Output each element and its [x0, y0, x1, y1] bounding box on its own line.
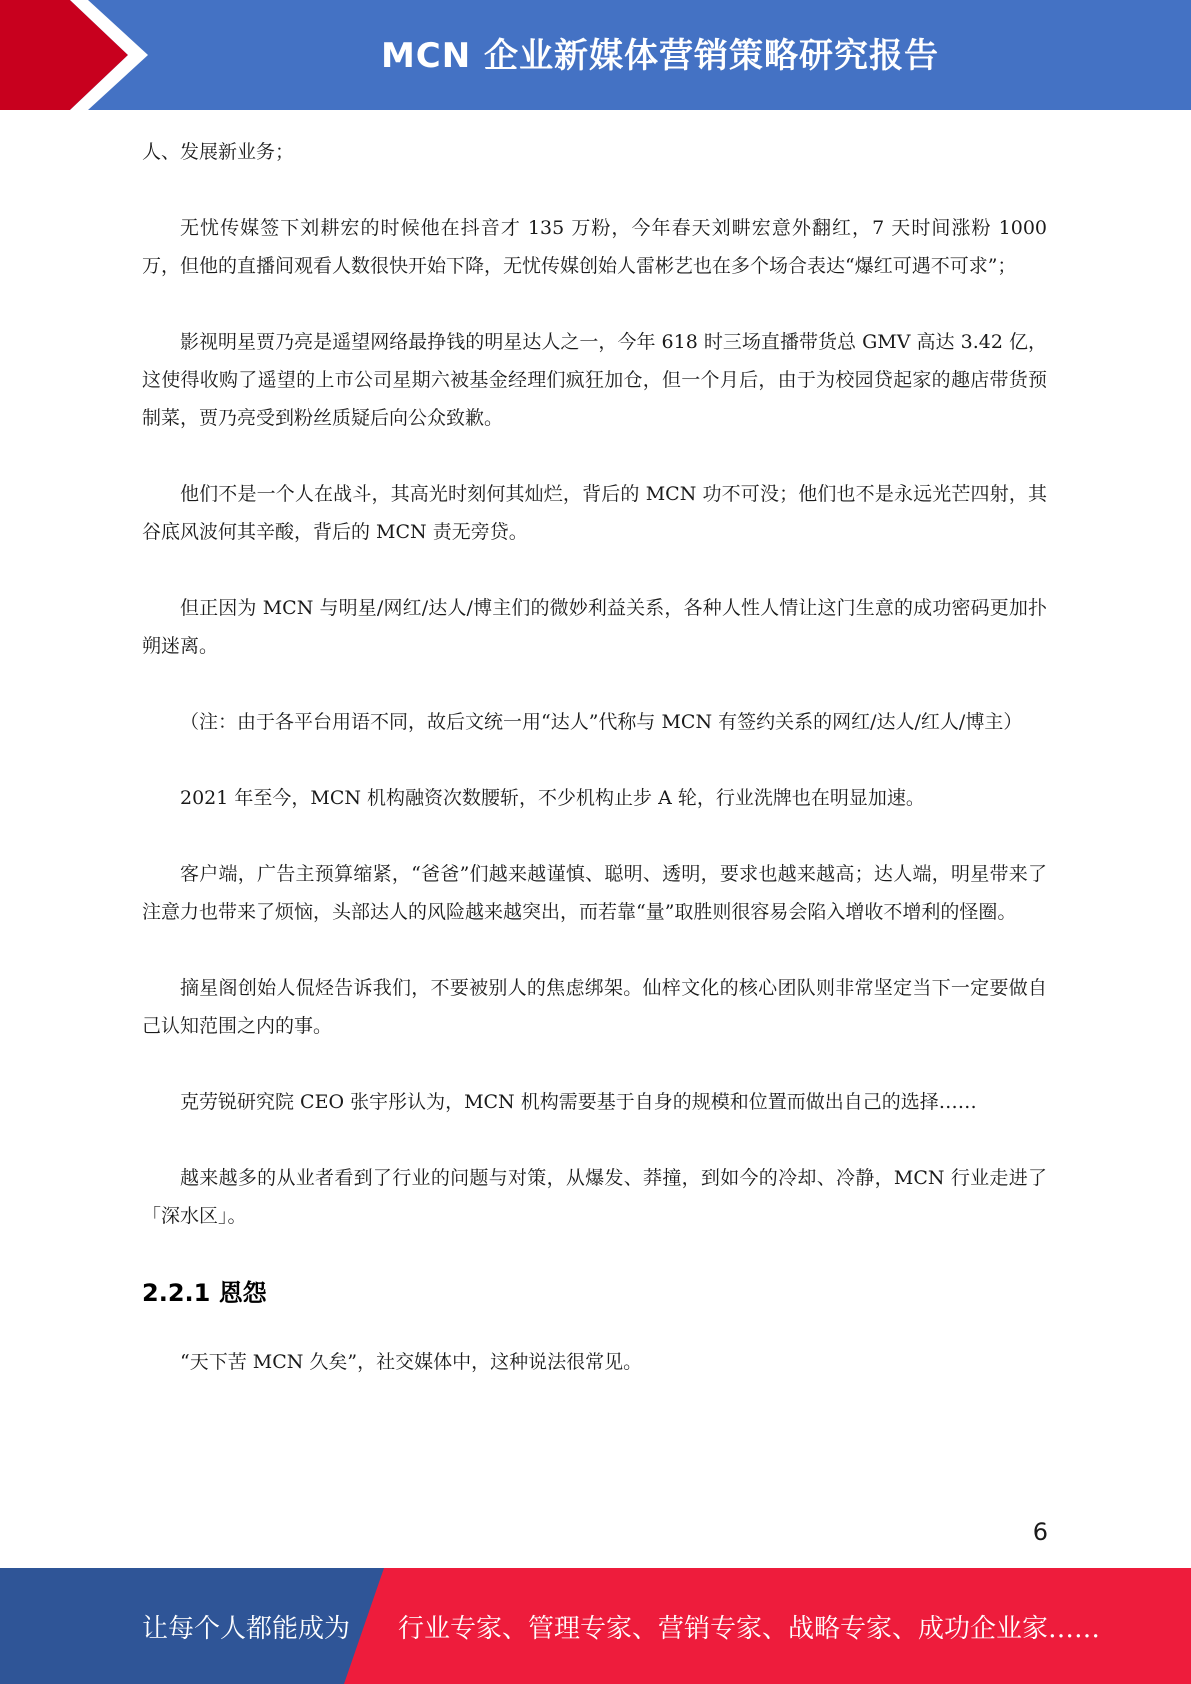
- page-number: 6: [1032, 1518, 1048, 1546]
- paragraph: 客户端，广告主预算缩紧，“爸爸”们越来越谨慎、聪明、透明，要求也越来越高；达人端，明星带来了注意力也带来了烦恼，头部达人的风险越来越突出，而若靠“量”取胜则很容易会陷入增收不增利的怪圈。: [142, 863, 1047, 923]
- header-banner: [0, 0, 1191, 110]
- report-title: MCN 企业新媒体营销策略研究报告: [380, 36, 940, 76]
- paragraph: 克劳锐研究院 CEO 张宇彤认为，MCN 机构需要基于自身的规模和位置而做出自己的选择……: [180, 1091, 977, 1113]
- footer-slogan-right: 行业专家、管理专家、营销专家、战略专家、成功企业家……: [398, 1614, 1101, 1644]
- section-heading: 2.2.1 恩怨: [142, 1279, 267, 1307]
- paragraph: 摘星阁创始人侃烃告诉我们，不要被别人的焦虑绑架。仙梓文化的核心团队则非常坚定当下一定要做自己认知范围之内的事。: [142, 977, 1047, 1037]
- paragraph: 越来越多的从业者看到了行业的问题与对策，从爆发、莽撞，到如今的冷却、冷静，MCN 行业走进了「深水区」。: [142, 1167, 1047, 1227]
- paragraph: 他们不是一个人在战斗，其高光时刻何其灿烂，背后的 MCN 功不可没；他们也不是永远光芒四射，其谷底风波何其辛酸，背后的 MCN 责无旁贷。: [142, 483, 1047, 543]
- paragraph-note: （注：由于各平台用语不同，故后文统一用“达人”代称与 MCN 有签约关系的网红/达人/红人/博主）: [180, 711, 1023, 733]
- paragraph: 无忧传媒签下刘耕宏的时候他在抖音才 135 万粉，今年春天刘畊宏意外翻红，7 天时间涨粉 1000 万，但他的直播间观看人数很快开始下降，无忧传媒创始人雷彬艺也在多个场合表达“爆红可遇不可求”；: [142, 217, 1047, 277]
- paragraph: 但正因为 MCN 与明星/网红/达人/博主们的微妙利益关系，各种人性人情让这门生意的成功密码更加扑朔迷离。: [142, 597, 1047, 657]
- footer-banner: [0, 1568, 1191, 1684]
- paragraph: 影视明星贾乃亮是遥望网络最挣钱的明星达人之一，今年 618 时三场直播带货总 GMV 高达 3.42 亿，这使得收购了遥望的上市公司星期六被基金经理们疯狂加仓，但一个月后，由于为校园贷起家的趣店带货预制菜，贾乃亮受到粉丝质疑后向公众致歉。: [142, 331, 1047, 429]
- paragraph: 人、发展新业务；: [142, 141, 295, 163]
- footer-slogan-left: 让每个人都能成为: [142, 1614, 351, 1644]
- paragraph: 2021 年至今，MCN 机构融资次数腰斩，不少机构止步 A 轮，行业洗牌也在明显加速。: [180, 787, 925, 809]
- paragraph: “天下苦 MCN 久矣”，社交媒体中，这种说法很常见。: [180, 1351, 643, 1373]
- document-body: [142, 133, 1047, 1419]
- red-arrow-decoration: [0, 0, 160, 110]
